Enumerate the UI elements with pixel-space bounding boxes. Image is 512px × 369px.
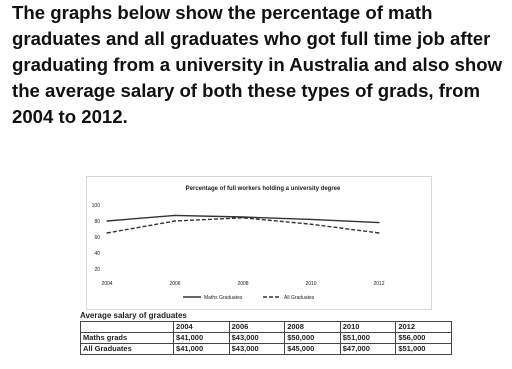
table-cell: $51,000 xyxy=(396,344,452,355)
data-point xyxy=(174,215,175,216)
table-cell: $45,000 xyxy=(285,344,341,355)
data-point xyxy=(378,232,379,233)
question-prompt: The graphs below show the percentage of math graduates and all graduates who got full time job after graduating from a university in Australia and also show the average salary of both these types of grads, from 2004 to 2012. xyxy=(12,2,503,127)
table-cell: $41,000 xyxy=(174,333,230,344)
table-cell: Maths grads xyxy=(81,333,174,344)
x-tick-label: 2006 xyxy=(169,281,181,287)
x-tick-label: 2012 xyxy=(373,281,385,287)
x-tick-label: 2008 xyxy=(237,281,249,287)
chart-title: Percentage of full workers holding a university degree xyxy=(185,186,341,192)
table-cell: $43,000 xyxy=(229,333,285,344)
data-point xyxy=(106,220,107,221)
x-tick-label: 2010 xyxy=(305,281,317,287)
table-cell: 2006 xyxy=(229,322,285,333)
legend-label: Maths Graduates xyxy=(204,295,243,301)
data-point xyxy=(310,224,311,225)
line-chart xyxy=(87,177,431,309)
data-point xyxy=(106,232,107,233)
line-chart-panel xyxy=(86,176,432,310)
salary-table xyxy=(80,321,452,355)
table-cell: $50,000 xyxy=(285,333,341,344)
y-tick-label: 100 xyxy=(91,203,100,209)
table-row xyxy=(81,344,452,355)
table-cell: $56,000 xyxy=(396,333,452,344)
y-tick-label: 20 xyxy=(94,267,100,273)
salary-table-caption: Average salary of graduates xyxy=(80,311,187,320)
table-cell: 2008 xyxy=(285,322,341,333)
y-tick-label: 80 xyxy=(94,219,100,225)
table-cell: $51,000 xyxy=(340,333,396,344)
data-point xyxy=(378,222,379,223)
table-cell: $43,000 xyxy=(229,344,285,355)
data-point xyxy=(174,220,175,221)
x-tick-label: 2004 xyxy=(101,281,113,287)
table-cell: 2012 xyxy=(396,322,452,333)
table-cell xyxy=(81,322,174,333)
table-row xyxy=(81,333,452,344)
table-header-row xyxy=(81,322,452,333)
table-cell: $41,000 xyxy=(174,344,230,355)
y-tick-label: 60 xyxy=(94,235,100,241)
table-cell: 2004 xyxy=(174,322,230,333)
table-cell: 2010 xyxy=(340,322,396,333)
table-cell: All Graduates xyxy=(81,344,174,355)
data-point xyxy=(242,217,243,218)
table-cell: $47,000 xyxy=(340,344,396,355)
y-tick-label: 40 xyxy=(94,251,100,257)
legend-label: All Graduates xyxy=(284,295,315,301)
data-point xyxy=(310,219,311,220)
